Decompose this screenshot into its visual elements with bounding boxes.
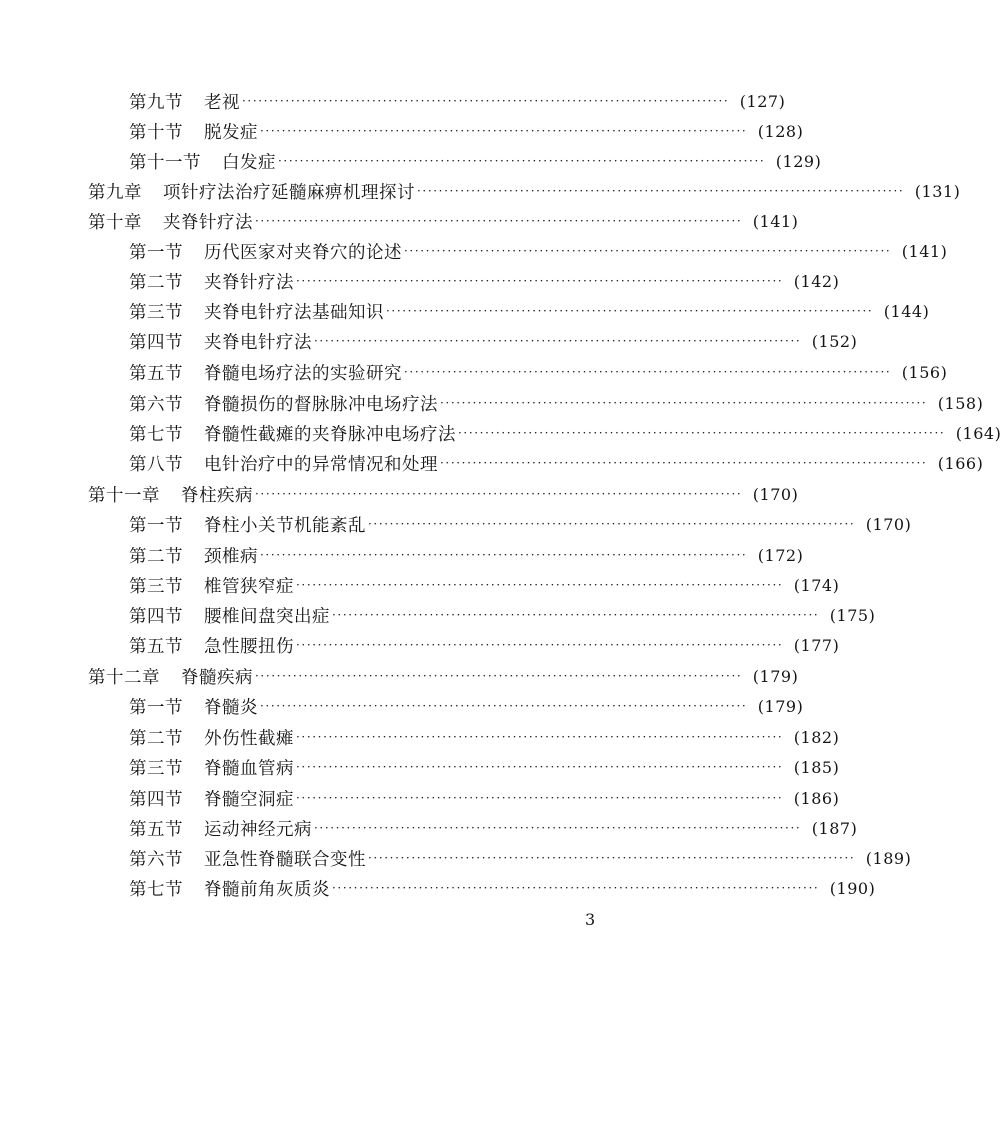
entry-title: 运动神经元病 <box>204 819 312 840</box>
dot-leader: ·························································································· <box>440 456 928 470</box>
dot-leader: ·························································································· <box>417 184 905 198</box>
dot-leader: ·························································································· <box>278 154 766 168</box>
toc-entry <box>129 815 858 841</box>
chapter-title: 脊柱疾病 <box>181 485 253 506</box>
entry-page: (177) <box>793 635 840 655</box>
entry-title: 脊髓前角灰质炎 <box>204 879 330 900</box>
entry-label: 第二节 <box>129 546 183 567</box>
entry-page: (164) <box>955 423 1001 443</box>
entry-title: 脊髓损伤的督脉脉冲电场疗法 <box>204 394 438 415</box>
dot-leader: ·························································································· <box>260 124 748 138</box>
chapter-page: (141) <box>752 211 799 231</box>
entry-title: 脱发症 <box>204 122 258 143</box>
dot-leader: ·························································································· <box>242 94 730 108</box>
page-number: 3 <box>585 910 596 929</box>
entry-title: 电针治疗中的异常情况和处理 <box>204 454 438 475</box>
dot-leader: ·························································································· <box>332 881 820 895</box>
entry-label: 第十节 <box>129 122 183 143</box>
chapter-title: 项针疗法治疗延髓麻痹机理探讨 <box>163 182 415 203</box>
entry-title: 夹脊电针疗法基础知识 <box>204 302 384 323</box>
entry-title: 老视 <box>204 92 240 113</box>
toc-entry <box>129 328 858 354</box>
toc-entry <box>129 88 786 114</box>
entry-page: (144) <box>883 301 930 321</box>
entry-label: 第四节 <box>129 332 183 353</box>
dot-leader: ·························································································· <box>296 578 784 592</box>
entry-title: 腰椎间盘突出症 <box>204 606 330 627</box>
toc-entry <box>129 572 840 598</box>
entry-title: 脊髓电场疗法的实验研究 <box>204 363 402 384</box>
entry-title: 颈椎病 <box>204 546 258 567</box>
entry-label: 第二节 <box>129 272 183 293</box>
entry-page: (166) <box>937 453 984 473</box>
entry-label: 第七节 <box>129 879 183 900</box>
entry-label: 第五节 <box>129 819 183 840</box>
entry-page: (190) <box>829 878 876 898</box>
toc-entry <box>129 785 840 811</box>
chapter-label: 第九章 <box>88 182 142 203</box>
toc-entry <box>129 390 984 416</box>
entry-page: (175) <box>829 605 876 625</box>
dot-leader: ·························································································· <box>260 548 748 562</box>
entry-title: 亚急性脊髓联合变性 <box>204 849 366 870</box>
entry-title: 夹脊电针疗法 <box>204 332 312 353</box>
chapter-title: 夹脊针疗法 <box>163 212 253 233</box>
entry-label: 第一节 <box>129 697 183 718</box>
entry-label: 第一节 <box>129 242 183 263</box>
dot-leader: ·························································································· <box>296 638 784 652</box>
toc-entry <box>129 693 804 719</box>
toc-chapter <box>88 178 961 204</box>
entry-page: (128) <box>757 121 804 141</box>
toc-entry <box>129 875 876 901</box>
entry-label: 第四节 <box>129 606 183 627</box>
entry-title: 夹脊针疗法 <box>204 272 294 293</box>
entry-label: 第九节 <box>129 92 183 113</box>
entry-title: 脊柱小关节机能紊乱 <box>204 515 366 536</box>
dot-leader: ·························································································· <box>458 426 946 440</box>
dot-leader: ·························································································· <box>386 304 874 318</box>
entry-label: 第三节 <box>129 576 183 597</box>
toc-entry <box>129 118 804 144</box>
toc-entry <box>129 268 840 294</box>
entry-page: (142) <box>793 271 840 291</box>
entry-title: 椎管狭窄症 <box>204 576 294 597</box>
dot-leader: ·························································································· <box>440 396 928 410</box>
entry-page: (174) <box>793 575 840 595</box>
entry-page: (152) <box>811 331 858 351</box>
toc-entry <box>129 724 840 750</box>
toc-entry <box>129 511 912 537</box>
entry-title: 外伤性截瘫 <box>204 728 294 749</box>
chapter-label: 第十二章 <box>88 667 160 688</box>
dot-leader: ·························································································· <box>368 851 856 865</box>
toc-entry <box>129 238 948 264</box>
chapter-label: 第十一章 <box>88 485 160 506</box>
entry-label: 第六节 <box>129 394 183 415</box>
entry-page: (158) <box>937 393 984 413</box>
toc-entry <box>129 359 948 385</box>
dot-leader: ·························································································· <box>255 214 743 228</box>
dot-leader: ·························································································· <box>314 334 802 348</box>
entry-label: 第七节 <box>129 424 183 445</box>
toc-chapter <box>88 481 799 507</box>
entry-title: 脊髓血管病 <box>204 758 294 779</box>
entry-page: (187) <box>811 818 858 838</box>
chapter-label: 第十章 <box>88 212 142 233</box>
entry-title: 脊髓空洞症 <box>204 789 294 810</box>
dot-leader: ·························································································· <box>332 608 820 622</box>
entry-page: (170) <box>865 514 912 534</box>
entry-title: 急性腰扭伤 <box>204 636 294 657</box>
entry-title: 白发症 <box>222 152 276 173</box>
entry-page: (141) <box>901 241 948 261</box>
dot-leader: ·························································································· <box>314 821 802 835</box>
entry-label: 第六节 <box>129 849 183 870</box>
dot-leader: ·························································································· <box>255 487 743 501</box>
entry-title: 历代医家对夹脊穴的论述 <box>204 242 402 263</box>
entry-page: (127) <box>739 91 786 111</box>
toc-entry <box>129 148 822 174</box>
entry-label: 第三节 <box>129 758 183 779</box>
entry-label: 第一节 <box>129 515 183 536</box>
entry-label: 第三节 <box>129 302 183 323</box>
entry-page: (129) <box>775 151 822 171</box>
entry-title: 脊髓炎 <box>204 697 258 718</box>
toc-entry <box>129 298 930 324</box>
chapter-title: 脊髓疾病 <box>181 667 253 688</box>
toc-entry <box>129 542 804 568</box>
dot-leader: ·························································································· <box>296 274 784 288</box>
entry-label: 第十一节 <box>129 152 201 173</box>
toc-chapter <box>88 663 799 689</box>
toc-entry <box>129 632 840 658</box>
entry-label: 第四节 <box>129 789 183 810</box>
dot-leader: ·························································································· <box>404 244 892 258</box>
chapter-page: (170) <box>752 484 799 504</box>
entry-label: 第五节 <box>129 636 183 657</box>
toc-chapter <box>88 208 799 234</box>
entry-page: (186) <box>793 788 840 808</box>
entry-page: (182) <box>793 727 840 747</box>
dot-leader: ·························································································· <box>368 517 856 531</box>
chapter-page: (179) <box>752 666 799 686</box>
entry-label: 第八节 <box>129 454 183 475</box>
entry-label: 第二节 <box>129 728 183 749</box>
toc-entry <box>129 754 840 780</box>
entry-page: (156) <box>901 362 948 382</box>
toc-entry <box>129 845 912 871</box>
entry-title: 脊髓性截瘫的夹脊脉冲电场疗法 <box>204 424 456 445</box>
entry-page: (189) <box>865 848 912 868</box>
entry-page: (179) <box>757 696 804 716</box>
dot-leader: ·························································································· <box>404 365 892 379</box>
chapter-page: (131) <box>914 181 961 201</box>
dot-leader: ·························································································· <box>296 730 784 744</box>
dot-leader: ·························································································· <box>260 699 748 713</box>
toc-entry <box>129 420 1001 446</box>
entry-page: (185) <box>793 757 840 777</box>
entry-page: (172) <box>757 545 804 565</box>
toc-entry <box>129 450 984 476</box>
toc-entry <box>129 602 876 628</box>
dot-leader: ·························································································· <box>296 760 784 774</box>
entry-label: 第五节 <box>129 363 183 384</box>
dot-leader: ·························································································· <box>255 669 743 683</box>
dot-leader: ·························································································· <box>296 791 784 805</box>
